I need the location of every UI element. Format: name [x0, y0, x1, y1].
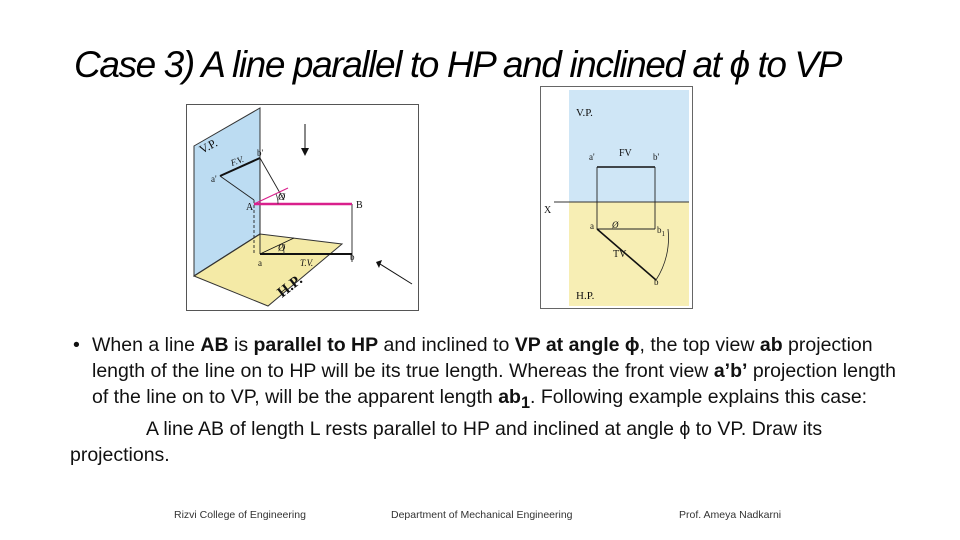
fv-label: F.V. — [229, 153, 246, 168]
point-b: b — [350, 252, 355, 262]
footer-department: Department of Mechanical Engineering — [391, 509, 573, 521]
point-b-dash: b' — [257, 148, 264, 158]
angle-lower: Ø — [278, 243, 286, 254]
tv-label: T.V. — [300, 258, 314, 268]
vp-label: V.P. — [576, 107, 593, 119]
point-b: b — [654, 277, 659, 287]
point-a: a — [590, 221, 594, 231]
pictorial-svg — [186, 104, 419, 311]
slide-title: Case 3) A line parallel to HP and inclined at ϕ to VP — [74, 44, 841, 85]
point-b-dash: b' — [653, 152, 660, 162]
body-text — [70, 332, 900, 468]
point-A: A — [246, 202, 254, 213]
hp-label: H.P. — [576, 290, 595, 302]
hp-label: H.P. — [274, 271, 306, 302]
point-a-dash: a' — [589, 152, 595, 162]
point-B: B — [356, 200, 363, 211]
x-label: X — [544, 205, 552, 216]
tv-label: TV — [613, 249, 627, 260]
angle-label: Ø — [612, 220, 619, 230]
orthographic-figure — [540, 86, 693, 309]
orthographic-svg — [540, 86, 693, 309]
pictorial-figure — [186, 104, 419, 311]
angle-upper: Ø — [278, 192, 286, 203]
footer-professor: Prof. Ameya Nadkarni — [679, 509, 782, 521]
example-paragraph: A line AB of length L rests parallel to HP and inclined at angle ϕ to VP. Draw its projections. — [70, 417, 823, 466]
fv-label: FV — [619, 148, 632, 159]
point-a: a — [258, 258, 262, 268]
point-a-dash: a' — [211, 174, 217, 184]
vp-label: V.P. — [196, 135, 220, 157]
bullet-icon: • — [73, 334, 80, 356]
footer-college: Rizvi College of Engineering — [174, 509, 306, 521]
point-b1: $b_1$ — [657, 225, 665, 238]
bullet-paragraph: • When a line AB is parallel to HP and inclined to VP at angle ϕ, the top view ab projection length of the line on to HP will be its true length. Whereas the front view a’b’ projection length of the line on to VP, will be the apparent length $ab_1$. Following example explains this case: — [73, 334, 896, 412]
